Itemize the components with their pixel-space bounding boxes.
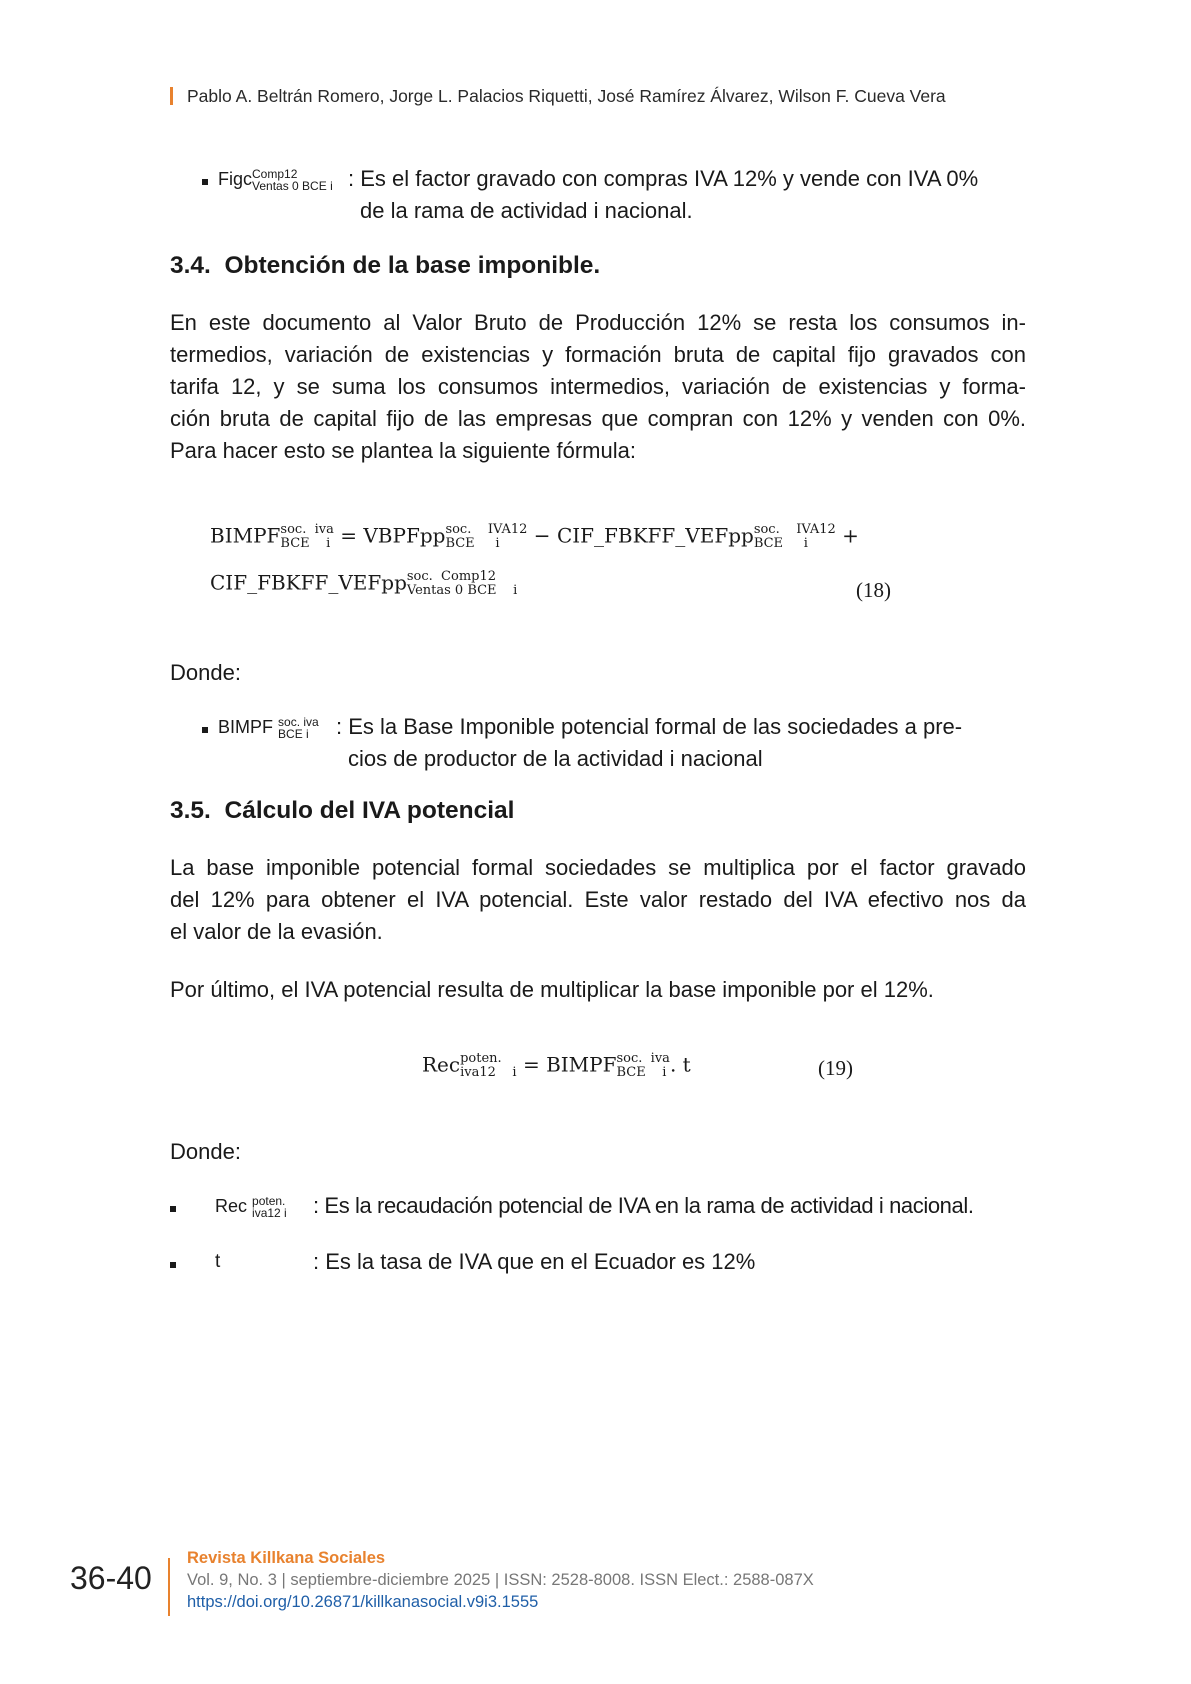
eq19-rec-scripts — [460, 1052, 516, 1080]
eq18-cif-comp-scripts — [407, 570, 517, 598]
eq18-sub: BCE i — [445, 536, 500, 551]
paragraph-3-5-a — [170, 852, 1026, 948]
donde-label: Donde: — [170, 1139, 241, 1164]
header-accent-bar — [170, 87, 173, 105]
eq19-sup: poten. — [460, 1051, 502, 1066]
rec-sub: iva12 i — [252, 1206, 287, 1221]
eq18-cif-scripts — [754, 523, 836, 551]
eq19-equals: = — [516, 1052, 547, 1077]
section-number: 3.4. — [170, 252, 211, 279]
paragraph-3-4 — [170, 307, 1026, 467]
eq18-sub: Ventas 0 BCE i — [406, 583, 518, 598]
bimpf-symbol — [218, 711, 319, 743]
paragraph-line: En este documento al Valor Bruto de Producción 12% se resta los consumos in- — [170, 310, 1026, 335]
eq18-sup: soc. IVA12 — [445, 522, 528, 537]
eq18-cif-term: CIF_FBKFF_VEFpp — [556, 523, 754, 548]
eq18-minus: − — [527, 523, 557, 548]
eq18-sub: BCE i — [753, 536, 808, 551]
bimpf-desc-line1: : Es la Base Imponible potencial formal de las sociedades a pre- — [336, 714, 963, 739]
bullet-marker — [170, 1206, 176, 1212]
paragraph-line: termedios, variación de existencias y formación bruta de capital fijo gravados con — [170, 342, 1026, 367]
eq18-sup: soc. iva — [280, 522, 334, 537]
eq19-sub: iva12 i — [460, 1065, 517, 1080]
figc-sub: Ventas 0 BCE i — [252, 179, 333, 194]
equation-19-number: (19) — [818, 1056, 853, 1080]
equation-18-line2 — [210, 570, 517, 598]
eq18-vbpfpp: VBPFpp — [363, 523, 446, 548]
header-authors: Pablo A. Beltrán Romero, Jorge L. Palacios Riquetti, José Ramírez Álvarez, Wilson F. Cueva Vera — [187, 86, 946, 106]
paragraph-line: del 12% para obtener el IVA potencial. Este valor restado del IVA efectivo nos da — [170, 887, 1026, 912]
eq18-sup: soc. Comp12 — [406, 569, 497, 584]
eq19-sub: BCE i — [616, 1065, 667, 1080]
eq18-vbpfpp-scripts — [445, 523, 527, 551]
page-range: 36-40 — [70, 1560, 152, 1596]
rec-desc: : Es la recaudación potencial de IVA en la rama de actividad i nacional. — [313, 1193, 974, 1218]
journal-name: Revista Killkana Sociales — [187, 1549, 386, 1567]
paragraph-line: La base imponible potencial formal sociedades se multiplica por el factor gravado — [170, 855, 1026, 880]
paragraph-line: Para hacer esto se plantea la siguiente fórmula: — [170, 438, 636, 463]
bimpf-sub: BCE i — [278, 727, 309, 742]
donde-label: Donde: — [170, 660, 241, 685]
bullet-figc — [170, 163, 1030, 233]
bimpf-symbol-scripts — [278, 716, 319, 740]
rec-symbol-base: Rec — [215, 1196, 248, 1216]
bullet-marker — [202, 727, 208, 733]
figc-symbol — [218, 163, 333, 195]
paragraph-3-5-b: Por último, el IVA potencial resulta de multiplicar la base imponible por el 12%. — [170, 977, 934, 1002]
eq19-tail: . t — [669, 1052, 691, 1077]
eq18-bimpf: BIMPF — [210, 523, 281, 548]
bimpf-sup: soc. iva — [278, 715, 319, 730]
section-title: Cálculo del IVA potencial — [224, 797, 515, 824]
bullet-marker — [170, 1262, 176, 1268]
figc-symbol-base: Figc — [218, 169, 253, 189]
rec-symbol-scripts — [252, 1195, 287, 1219]
eq18-sup: soc. IVA12 — [753, 522, 836, 537]
bimpf-desc-line2: cios de productor de la actividad i nacional — [348, 746, 763, 771]
figc-desc-line1: : Es el factor gravado con compras IVA 12% y vende con IVA 0% — [348, 166, 979, 191]
eq19-sup: soc. iva — [616, 1051, 670, 1066]
bullet-bimpf — [170, 711, 1030, 781]
figc-sup: Comp12 — [252, 167, 298, 182]
equation-18-line1 — [210, 523, 859, 551]
eq18-equals: = — [333, 523, 364, 548]
footer-accent-bar — [168, 1558, 170, 1616]
bullet-t — [170, 1246, 1030, 1282]
section-heading-3-5 — [170, 797, 514, 825]
paragraph-line: tarifa 12, y se suma los consumos intermedios, variación de existencias y forma- — [170, 374, 1026, 399]
running-header — [170, 86, 946, 107]
eq18-sub: BCE i — [280, 536, 331, 551]
eq18-bimpf-scripts — [280, 523, 333, 551]
equation-19 — [422, 1052, 691, 1080]
t-desc: : Es la tasa de IVA que en el Ecuador es 12% — [313, 1249, 756, 1274]
figc-symbol-scripts — [252, 168, 333, 192]
volume-info: Vol. 9, No. 3 | septiembre-diciembre 2025 | ISSN: 2528-8008. ISSN Elect.: 2588-087X — [187, 1571, 814, 1589]
section-heading-3-4 — [170, 252, 600, 280]
doi-link[interactable]: https://doi.org/10.26871/killkanasocial.v9i3.1555 — [187, 1593, 539, 1611]
bullet-marker — [202, 179, 208, 185]
equation-18-number: (18) — [856, 578, 891, 602]
eq19-bimpf-scripts — [617, 1052, 670, 1080]
rec-sup: poten. — [252, 1194, 286, 1209]
rec-symbol — [215, 1190, 287, 1222]
eq18-cif-comp-term: CIF_FBKFF_VEFpp — [210, 570, 407, 595]
section-number: 3.5. — [170, 797, 211, 824]
eq19-bimpf: BIMPF — [546, 1052, 617, 1077]
figc-desc-line2: de la rama de actividad i nacional. — [360, 198, 693, 223]
paragraph-line: ción bruta de capital fijo de las empresas que compran con 12% y venden con 0%. — [170, 406, 1026, 431]
eq18-plus: + — [835, 523, 859, 548]
eq19-rec: Rec — [422, 1052, 461, 1077]
bullet-rec — [170, 1190, 1030, 1226]
t-symbol: t — [215, 1251, 221, 1272]
section-title: Obtención de la base imponible. — [224, 252, 601, 279]
paragraph-line: el valor de la evasión. — [170, 919, 383, 944]
bimpf-symbol-base: BIMPF — [218, 717, 274, 737]
